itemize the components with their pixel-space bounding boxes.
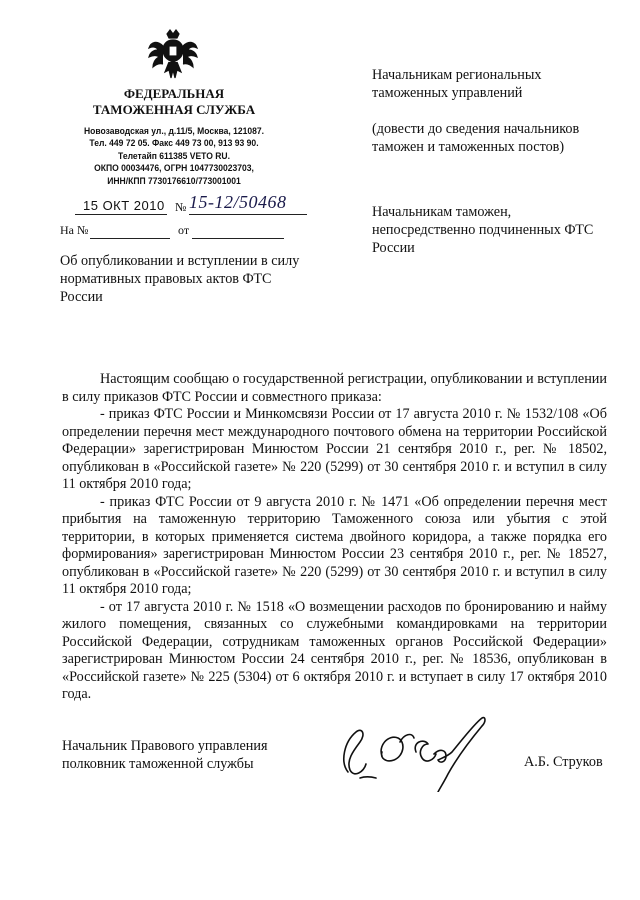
org-name-line: ТАМОЖЕННАЯ СЛУЖБА <box>92 102 256 117</box>
reference-date-blank <box>192 238 284 239</box>
signatory-position-line: полковник таможенной службы <box>62 756 254 772</box>
body-paragraph: - от 17 августа 2010 г. № 1518 «О возмещении расходов по бронированию и найму жилого помещения, связанных со служебными командировками на территории Российской Федерации, сотрудникам таможенных органов Российской Федерации» зарегистрирован Минюстом России 24 сентября 2010 г., рег. № 18536, опубликован в «Российской газете» № 225 (5304) от 6 октября 2010 г. и вступает в силу 17 октября 2010 года. <box>62 598 607 702</box>
signatory-position <box>62 737 312 773</box>
address-line: Телетайп 611385 VETO RU. <box>118 150 230 161</box>
address-line: ИНН/КПП 7730176610/773001001 <box>107 175 241 186</box>
registration-number-handwritten: 15-12/50468 <box>189 192 287 212</box>
registration-date-stamp: 15 ОКТ 2010 <box>83 198 165 213</box>
number-underline <box>189 214 307 215</box>
body-paragraph: - приказ ФТС России и Минкомсвязи России от 17 августа 2010 г. № 1532/108 «Об определении перечня мест международного почтового обмена на территории Российской Федерации» зарегистрирован Минюстом России 21 сентября 2010 г., рег. № 18502, опубликован в «Российской газете» № 220 (5299) от 30 сентября 2010 г. и вступил в силу 11 октября 2010 года; <box>62 406 607 492</box>
address-line: ОКПО 00034476, ОГРН 1047730023703, <box>94 163 254 174</box>
number-label: № <box>175 200 187 214</box>
recipient-note: (довести до сведения начальников таможен и таможенных постов) <box>372 121 580 155</box>
org-name-line: ФЕДЕРАЛЬНАЯ <box>123 86 225 101</box>
sender-org-name <box>60 86 288 118</box>
address-line: Новозаводская ул., д.11/5, Москва, 121087. <box>83 126 265 136</box>
recipient-regional-administrations: Начальникам региональных таможенных управлений <box>372 67 542 101</box>
address-line: Тел. 449 72 05. Факс 449 73 00, 913 93 90. <box>89 138 259 149</box>
reference-number-label: На № <box>60 223 89 237</box>
signatory-name: А.Б. Струков <box>524 754 603 770</box>
signatory-position-line: Начальник Правового управления <box>62 738 268 754</box>
body-paragraph: Настоящим сообщаю о государственной регистрации, опубликовании и вступлении в силу приказов ФТС России и совместного приказа: <box>62 371 607 405</box>
letter-body <box>62 371 607 704</box>
letter-subject: Об опубликовании и вступлении в силу нормативных правовых актов ФТС России <box>60 253 300 305</box>
reference-number-blank <box>90 238 170 239</box>
reference-date-label: от <box>178 223 190 237</box>
recipient-customs-heads: Начальникам таможен, непосредственно подчиненных ФТС России <box>372 204 594 256</box>
coat-of-arms-emblem <box>147 28 199 84</box>
body-paragraph: - приказ ФТС России от 9 августа 2010 г. № 1471 «Об определении перечня мест прибытия на таможенную территорию Таможенного союза или убытия с этой территории, в которых применяется система двойного коридора, а также порядка его формирования» зарегистрирован Минюстом России 23 сентября 2010 г., рег. № 18527, опубликован в «Российской газете» № 220 (5299) от 30 сентября 2010 г. и вступил в силу 11 октября 2010 года; <box>62 493 607 597</box>
registration-row <box>75 192 315 218</box>
date-underline <box>75 214 167 215</box>
sender-address-block <box>69 125 279 187</box>
reference-row <box>60 223 300 243</box>
handwritten-signature <box>330 712 500 792</box>
